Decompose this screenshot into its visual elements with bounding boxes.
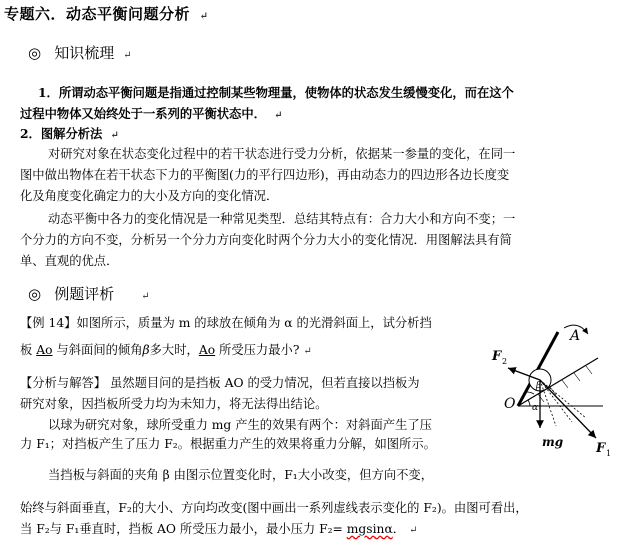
example-line1: 【例 14】如图所示，质量为 m 的球放在倾角为 α 的光滑斜面上，试分析挡 [20, 316, 432, 330]
label-a: A [570, 328, 581, 344]
paragraph-mark: ↵ [409, 525, 418, 536]
point2-para2-line1: 动态平衡中各力的变化情况是一种常见类型．总结其特点有：合力大小和方向不变；一 [48, 212, 516, 226]
page-title [4, 3, 209, 24]
double-circle-icon: ◎ [28, 44, 42, 62]
point1-line1: 1．所谓动态平衡问题是指通过控制某些物理量，使物体的状态发生缓慢变化，而在这个 [38, 85, 514, 100]
point2-heading-text: 2．图解分析法 [20, 126, 103, 141]
section-heading-examples [28, 283, 150, 304]
example-ao: Ao [198, 343, 216, 357]
example-text: 多大时， [149, 343, 199, 357]
double-circle-icon: ◎ [28, 285, 42, 303]
force-f1-arrow [540, 380, 596, 438]
alpha-arc [528, 400, 530, 406]
label-f2: F [492, 349, 502, 364]
label-f1: F [596, 441, 606, 456]
analysis-line7 [20, 518, 417, 542]
example-text: 与斜面间的倾角 [52, 343, 143, 357]
section-heading-knowledge [28, 42, 132, 63]
paragraph-mark: ↵ [199, 11, 209, 22]
paragraph-mark: ↵ [303, 346, 312, 357]
example-text: 所受压力最小? [215, 343, 300, 357]
analysis-text: ． [392, 522, 406, 536]
paragraph-mark: ↵ [141, 291, 150, 302]
force-diagram [478, 318, 618, 468]
label-o: O [504, 396, 516, 412]
analysis-text: 当 F₂与 F₁垂直时，挡板 AO 所受压力最小，最小压力 F₂= [20, 522, 347, 536]
example-text: 板 [20, 343, 37, 357]
analysis-line5: 当挡板与斜面的夹角 β 由图示位置变化时，F₁大小改变，但方向不变， [48, 468, 433, 482]
point2-para1-line1: 对研究对象在状态变化过程中的若干状态进行受力分析，依据某一参量的变化，在同一 [48, 147, 516, 161]
example-beta: β [142, 343, 150, 357]
point1-line2-text: 过程中物体又始终处于一系列的平衡状态中． [20, 106, 266, 121]
analysis-line4: 力 F₁；对挡板产生了压力 F₂。根据重力产生的效果将重力分解，如图所示。 [20, 437, 436, 451]
paragraph-mark: ↵ [123, 50, 132, 61]
page-title-text: 专题六．动态平衡问题分析 [4, 5, 191, 23]
paragraph-mark: ↵ [110, 130, 120, 141]
beta-arc [526, 392, 534, 394]
label-mg: mg [542, 435, 564, 449]
section-heading-label: 知识梳理 [54, 44, 115, 62]
point2-para1-line2: 图中做出物体在若干状态下力的平衡图(力的平行四边形)，再由动态力的四边形各边长度变 [20, 168, 510, 182]
example-ao: Ao [36, 343, 53, 357]
label-alpha: α [532, 403, 539, 413]
paragraph-mark: ↵ [274, 110, 283, 121]
label-f1-sub: 1 [606, 449, 612, 458]
point2-para1-line3: 化及角度变化确定力的大小及方向的变化情况． [20, 189, 279, 203]
example-line2 [20, 339, 312, 363]
analysis-line1: 【分析与解答】 虽然题目问的是挡板 AO 的受力情况，但若直接以挡板为 [20, 376, 420, 390]
point2-para2-line3: 单、直观的优点． [20, 254, 119, 268]
min-force-formula: mgsinα [346, 522, 393, 536]
point2-para2-line2: 个分力的方向不变，分析另一个分力方向变化时两个分力大小的变化情况．用图解法具有简 [20, 233, 512, 247]
analysis-line3: 以球为研究对象，球所受重力 mg 产生的效果有两个：对斜面产生了压 [48, 418, 432, 432]
label-beta: β [536, 381, 542, 391]
analysis-line2: 研究对象，因挡板所受力均为未知力，将无法得出结论。 [20, 397, 328, 411]
label-f2-sub: 2 [502, 357, 508, 366]
analysis-line6: 始终与斜面垂直，F₂的大小、方向均改变(图中画出一系列虚线表示变化的 F₂)。由图可看出， [20, 501, 528, 515]
section-heading-label: 例题评析 [54, 285, 115, 303]
